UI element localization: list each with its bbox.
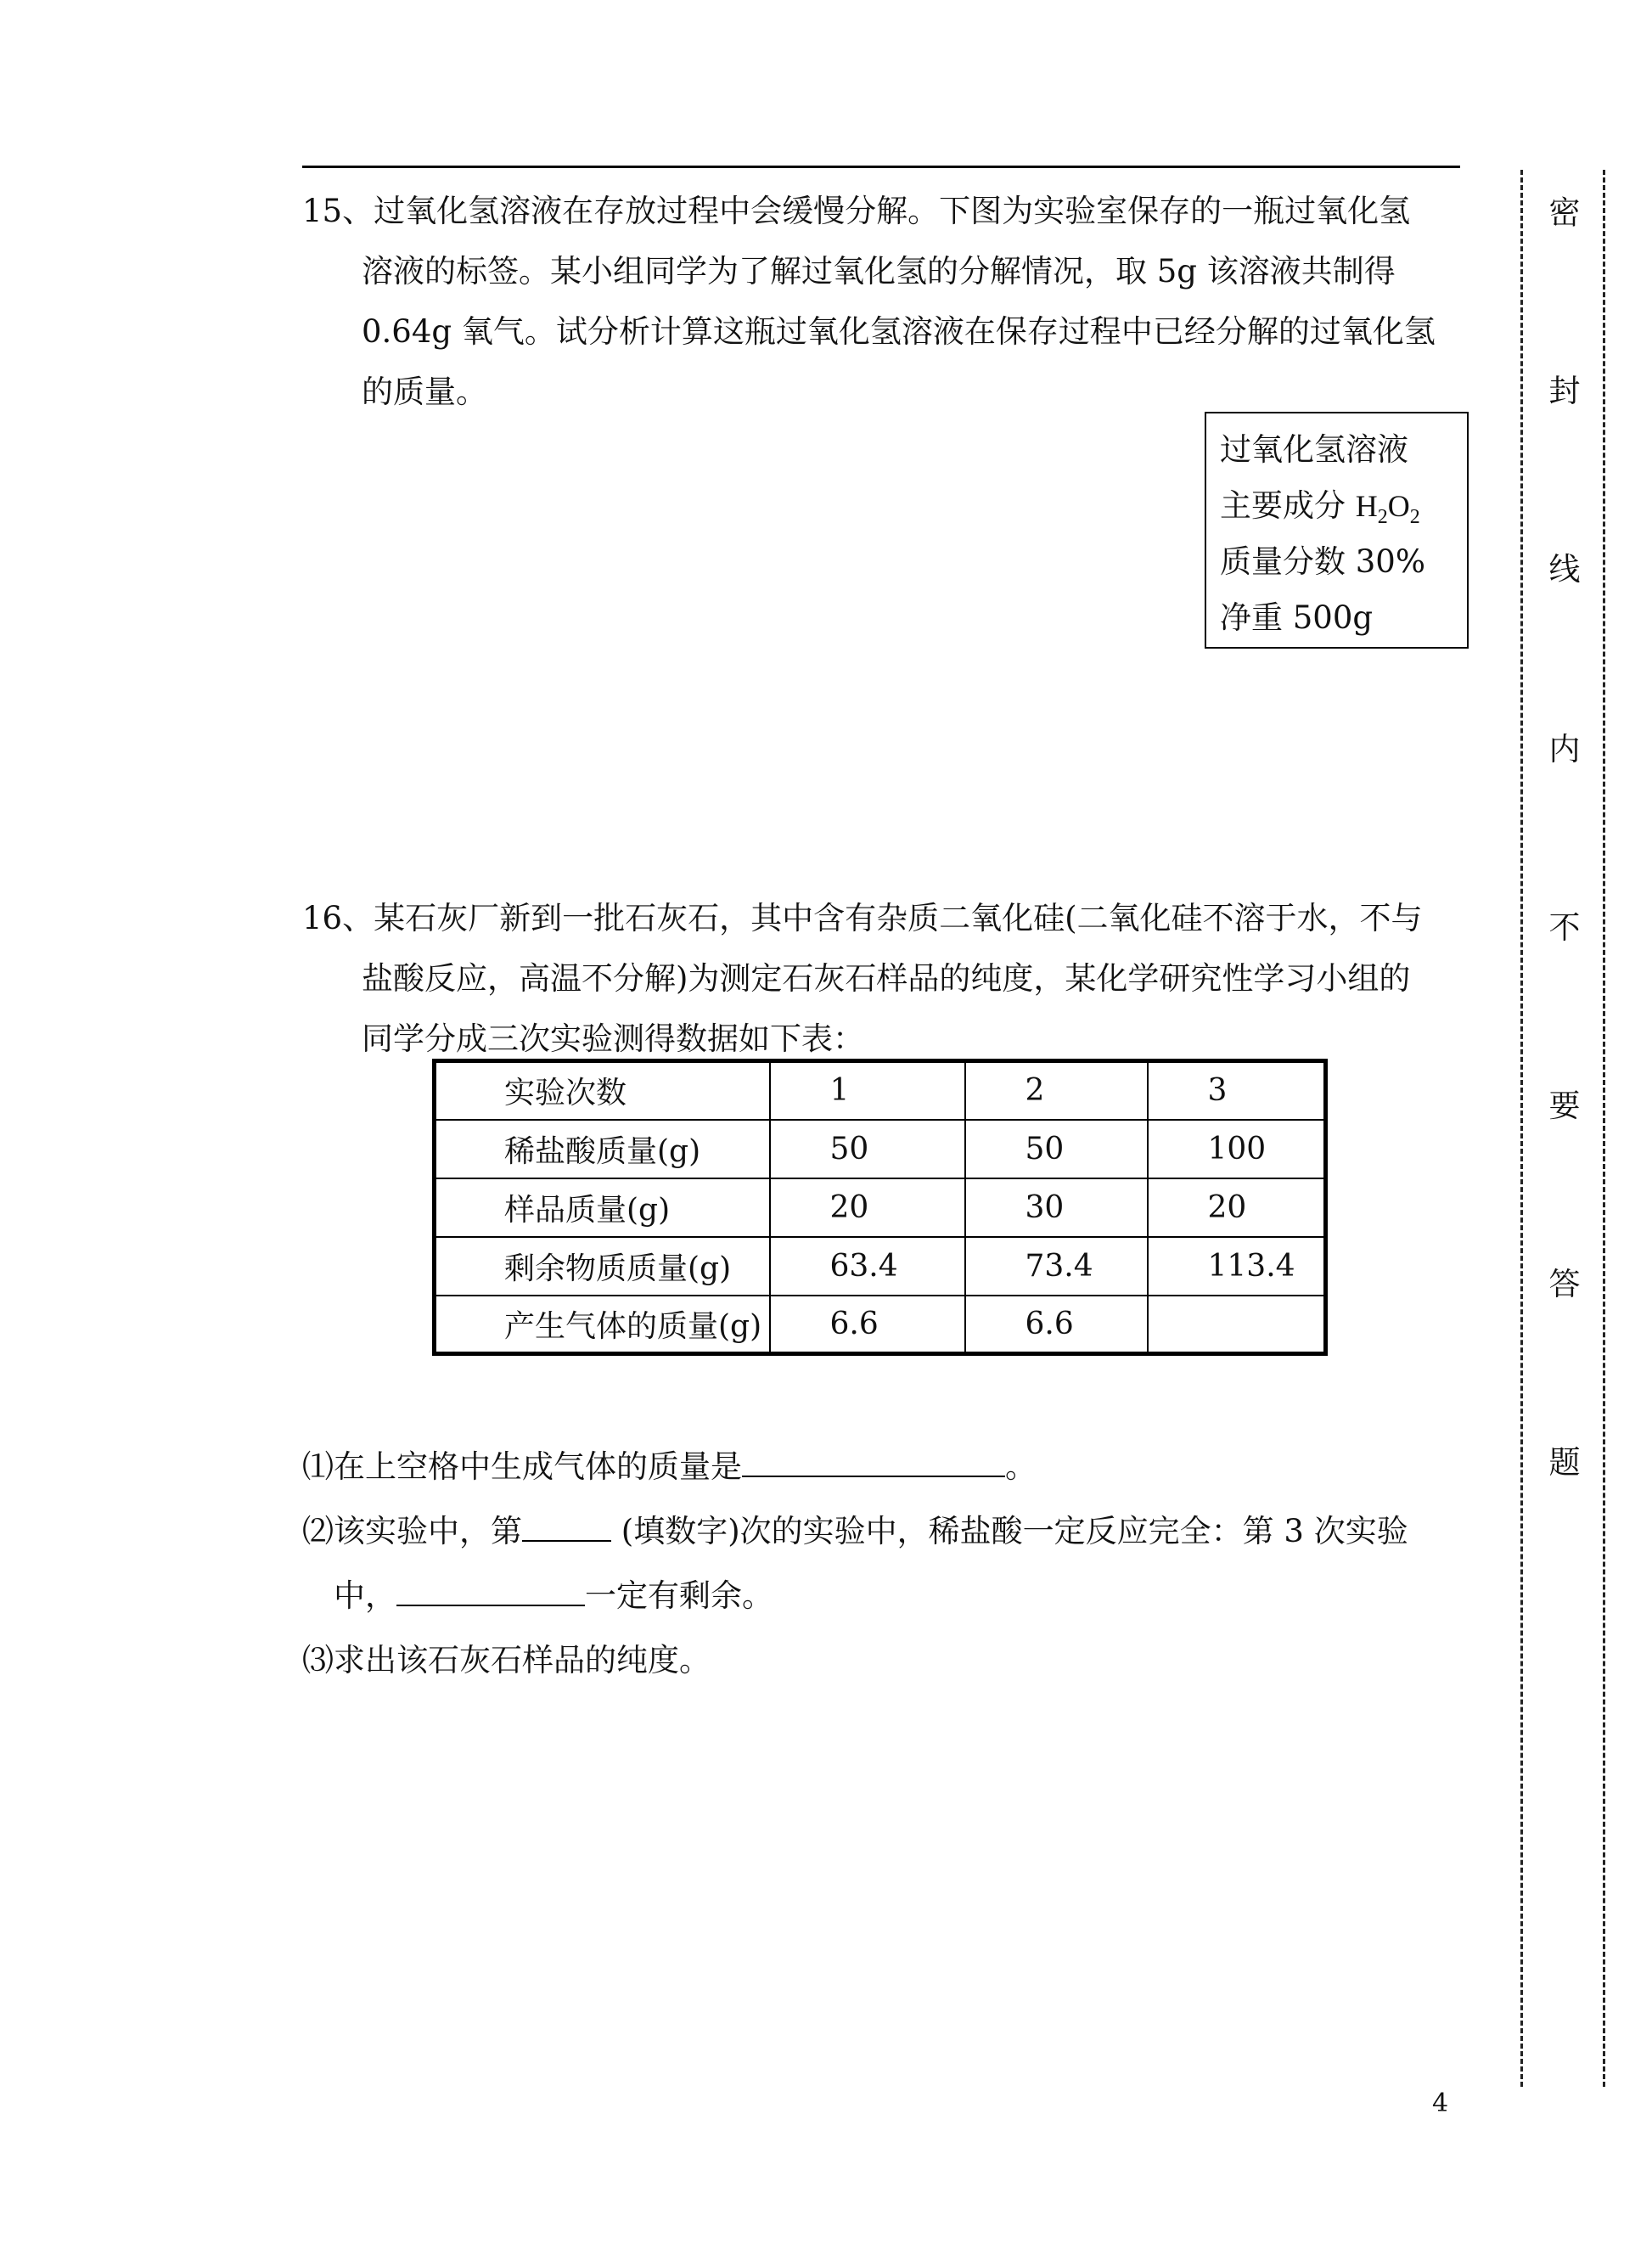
seal-char: 密 <box>1548 194 1581 231</box>
q16-line-1: 16、某石灰厂新到一批石灰石，其中含有杂质二氧化硅(二氧化硅不溶于水，不与 <box>302 900 1423 936</box>
table-row <box>435 1061 1326 1120</box>
table-cell: 6.6 <box>770 1296 965 1354</box>
sub-2-text-d: 一定有剩余。 <box>585 1577 773 1614</box>
formula-h-sub: 2 <box>1377 506 1388 529</box>
sub-2-line-2 <box>302 1564 1474 1628</box>
answer-blank-1[interactable] <box>742 1450 1005 1477</box>
sub-2-line-1 <box>302 1499 1474 1564</box>
label-concentration: 质量分数 30% <box>1220 543 1425 580</box>
sub-2-text-a: ⑵该实验中，第 <box>302 1513 522 1549</box>
seal-char: 题 <box>1548 1444 1581 1481</box>
seal-dashed-line-right <box>1603 170 1605 2087</box>
table-cell: 6.6 <box>965 1296 1148 1354</box>
formula-o-sub: 2 <box>1409 506 1420 529</box>
table-cell: 113.4 <box>1148 1237 1326 1296</box>
q15-line-2: 溶液的标签。某小组同学为了解过氧化氢的分解情况，取 5g 该溶液共制得 <box>362 253 1396 290</box>
page-number: 4 <box>1432 2089 1449 2118</box>
table-cell: 2 <box>965 1061 1148 1120</box>
label-component-text: 主要成分 <box>1220 487 1356 524</box>
header-rule <box>302 166 1460 168</box>
table-cell: 1 <box>770 1061 965 1120</box>
table-cell: 20 <box>770 1178 965 1237</box>
label-component <box>1220 478 1467 534</box>
q16-sub-2 <box>302 1499 1474 1628</box>
chemical-formula <box>1355 489 1420 529</box>
q16-line-3: 同学分成三次实验测得数据如下表： <box>362 1020 864 1057</box>
seal-char: 内 <box>1548 731 1581 767</box>
table-cell: 3 <box>1148 1061 1326 1120</box>
seal-char: 封 <box>1548 373 1581 409</box>
label-name: 过氧化氢溶液 <box>1220 431 1408 468</box>
table-cell: 73.4 <box>965 1237 1148 1296</box>
q15-line-4: 的质量。 <box>362 374 487 410</box>
sub-1-end: 。 <box>1005 1448 1037 1485</box>
q15-line-3: 0.64g 氧气。试分析计算这瓶过氧化氢溶液在保存过程中已经分解的过氧化氢 <box>362 313 1436 350</box>
q16-line-2: 盐酸反应，高温不分解)为测定石灰石样品的纯度，某化学研究性学习小组的 <box>362 960 1411 997</box>
sub-2-text-c: 中， <box>334 1577 396 1614</box>
sub-2-text-b: (填数字)次的实验中，稀盐酸一定反应完全：第 3 次实验 <box>611 1513 1408 1549</box>
bottle-label <box>1205 412 1469 649</box>
table-cell: 50 <box>770 1120 965 1178</box>
sub-1-line <box>302 1435 1474 1499</box>
table-row <box>435 1296 1326 1354</box>
experiment-data-table <box>432 1059 1328 1356</box>
table-cell: 63.4 <box>770 1237 965 1296</box>
q16-sub-3 <box>302 1628 1474 1693</box>
table-cell-empty <box>1148 1296 1326 1354</box>
seal-char: 线 <box>1548 551 1581 587</box>
answer-blank-2[interactable] <box>522 1515 611 1542</box>
table-row <box>435 1120 1326 1178</box>
table-cell: 30 <box>965 1178 1148 1237</box>
seal-char: 不 <box>1548 909 1581 946</box>
question-15 <box>302 181 1465 422</box>
label-net-weight: 净重 500g <box>1220 599 1374 636</box>
row-label: 样品质量(g) <box>435 1178 770 1237</box>
table-cell: 20 <box>1148 1178 1326 1237</box>
seal-dashed-line-left <box>1520 170 1523 2087</box>
row-label: 稀盐酸质量(g) <box>435 1120 770 1178</box>
table-cell: 100 <box>1148 1120 1326 1178</box>
q15-line-1: 15、过氧化氢溶液在存放过程中会缓慢分解。下图为实验室保存的一瓶过氧化氢 <box>302 193 1411 229</box>
formula-o: O <box>1387 489 1410 523</box>
seal-char: 答 <box>1548 1266 1581 1302</box>
answer-blank-3[interactable] <box>396 1579 585 1606</box>
sub-1-text: ⑴在上空格中生成气体的质量是 <box>302 1448 742 1485</box>
formula-h: H <box>1355 489 1378 523</box>
row-label: 实验次数 <box>435 1061 770 1120</box>
q16-sub-1 <box>302 1435 1474 1499</box>
sub-3-line: ⑶求出该石灰石样品的纯度。 <box>302 1642 711 1678</box>
row-label: 剩余物质质量(g) <box>435 1237 770 1296</box>
seal-char: 要 <box>1548 1088 1581 1124</box>
row-label: 产生气体的质量(g) <box>435 1296 770 1354</box>
table-row <box>435 1178 1326 1237</box>
table-row <box>435 1237 1326 1296</box>
question-16 <box>302 888 1465 1069</box>
table-cell: 50 <box>965 1120 1148 1178</box>
